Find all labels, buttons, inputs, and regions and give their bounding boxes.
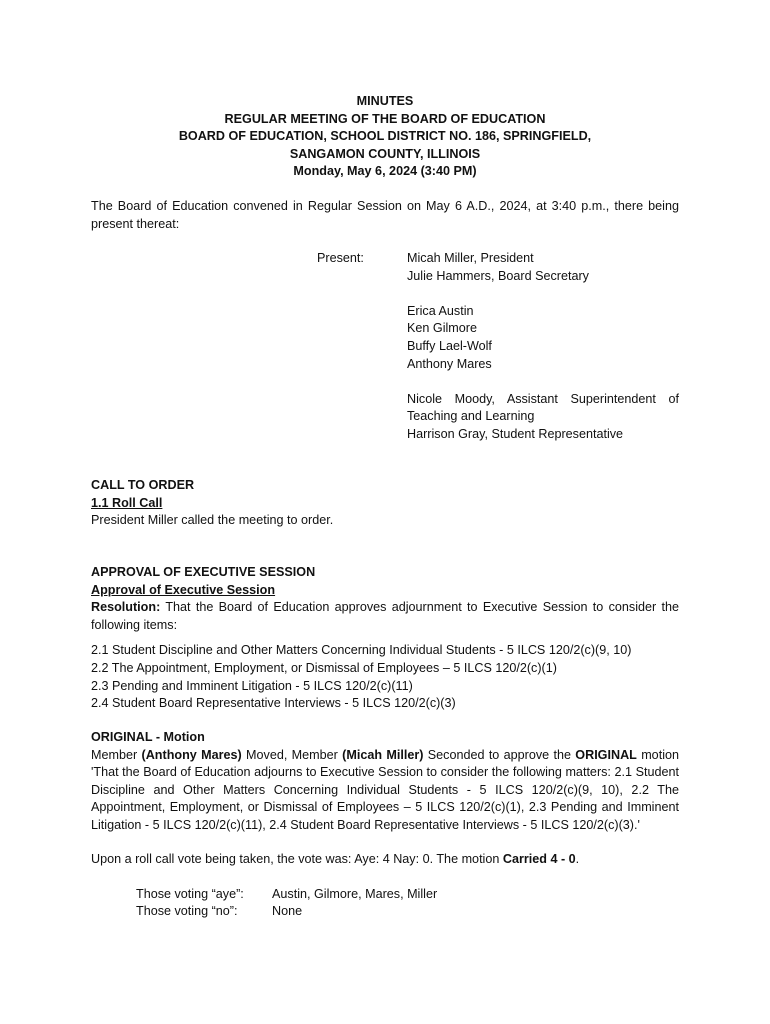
header-meeting-type: REGULAR MEETING OF THE BOARD OF EDUCATION (224, 111, 546, 126)
executive-session-items (91, 642, 679, 712)
present-member: Julie Hammers, Board Secretary (407, 268, 589, 283)
document-header (0, 93, 770, 181)
section-heading: APPROVAL OF EXECUTIVE SESSION (91, 565, 316, 579)
present-member: Buffy Lael-Wolf (407, 338, 492, 353)
present-members (407, 303, 679, 373)
present-label: Present: (317, 251, 364, 265)
vote-text: Upon a roll call vote being taken, the vote was: Aye: 4 Nay: 0. The motion (91, 852, 503, 866)
list-item: 2.4 Student Board Representative Interviews - 5 ILCS 120/2(c)(3) (91, 696, 456, 711)
aye-names: Austin, Gilmore, Mares, Miller (272, 887, 438, 901)
section-heading: CALL TO ORDER (91, 478, 195, 492)
present-member: Nicole Moody, Assistant Superintendent of Teaching and Learning (407, 391, 679, 424)
header-minutes: MINUTES (356, 94, 414, 108)
vote-text-end: . (575, 852, 580, 866)
header-board-name: BOARD OF EDUCATION, SCHOOL DISTRICT NO. 186, SPRINGFIELD, (178, 129, 592, 144)
motion-heading: ORIGINAL - Motion (91, 730, 205, 744)
vote-result-paragraph (91, 851, 679, 869)
present-member: Anthony Mares (407, 356, 492, 371)
present-member: Ken Gilmore (407, 321, 477, 336)
motion-text: motion 'That the Board of Education adjourns to Executive Session to consider the following matters: 2.1 Student Discipline and Other Matters Concerning Individual Students - 5 ILCS 120/2(c)(9, 10), 2.2 The Appointment, Employment, or Dismissal of Employees – 5 ILCS 120/2(c)(1), 2.3 Pending and Imminent Litigation - 5 ILCS 120/2(c)(11), 2.4 Student Board Representative Interviews - 5 ILCS 120/2(c)(3).' (91, 747, 679, 832)
motion-mover: (Anthony Mares) (141, 747, 242, 762)
motion-section (91, 729, 679, 835)
header-date: Monday, May 6, 2024 (3:40 PM) (293, 164, 477, 179)
present-officers (407, 250, 679, 285)
present-staff (407, 391, 679, 444)
motion-text: Moved, Member (241, 747, 343, 762)
motion-text: Member (91, 747, 142, 762)
call-to-order-section (91, 477, 679, 530)
list-item: 2.2 The Appointment, Employment, or Dismissal of Employees – 5 ILCS 120/2(c)(1) (91, 660, 557, 675)
intro-paragraph: The Board of Education convened in Regular Session on May 6 A.D., 2024, at 3:40 p.m., there being present thereat: (91, 199, 679, 231)
header-county: SANGAMON COUNTY, ILLINOIS (289, 146, 481, 161)
list-item: 2.1 Student Discipline and Other Matters Concerning Individual Students - 5 ILCS 120/2(c)(9, 10) (91, 643, 632, 658)
vote-result: Carried 4 - 0 (502, 852, 576, 866)
no-label: Those voting “no”: (136, 904, 238, 918)
motion-paragraph (91, 747, 679, 835)
section-subheading: 1.1 Roll Call (91, 495, 163, 510)
no-names: None (272, 904, 303, 918)
section-text: President Miller called the meeting to order. (91, 513, 334, 528)
motion-original-label: ORIGINAL (575, 747, 637, 762)
present-member: Erica Austin (407, 303, 474, 318)
section-subheading: Approval of Executive Session (91, 582, 276, 597)
present-member: Micah Miller, President (407, 251, 534, 265)
resolution-text: That the Board of Education approves adjournment to Executive Session to consider the following items: (91, 600, 680, 632)
aye-vote-row (136, 886, 437, 904)
present-member: Harrison Gray, Student Representative (407, 426, 624, 441)
executive-session-section (91, 564, 679, 713)
list-item: 2.3 Pending and Imminent Litigation - 5 ILCS 120/2(c)(11) (91, 678, 413, 693)
resolution-label: Resolution: (91, 600, 161, 615)
present-list (407, 250, 679, 444)
resolution-paragraph (91, 599, 679, 634)
motion-text: Seconded to approve the (423, 747, 576, 762)
aye-label: Those voting “aye”: (136, 887, 244, 901)
motion-seconder: (Micah Miller) (342, 747, 424, 762)
no-vote-row (136, 903, 302, 921)
